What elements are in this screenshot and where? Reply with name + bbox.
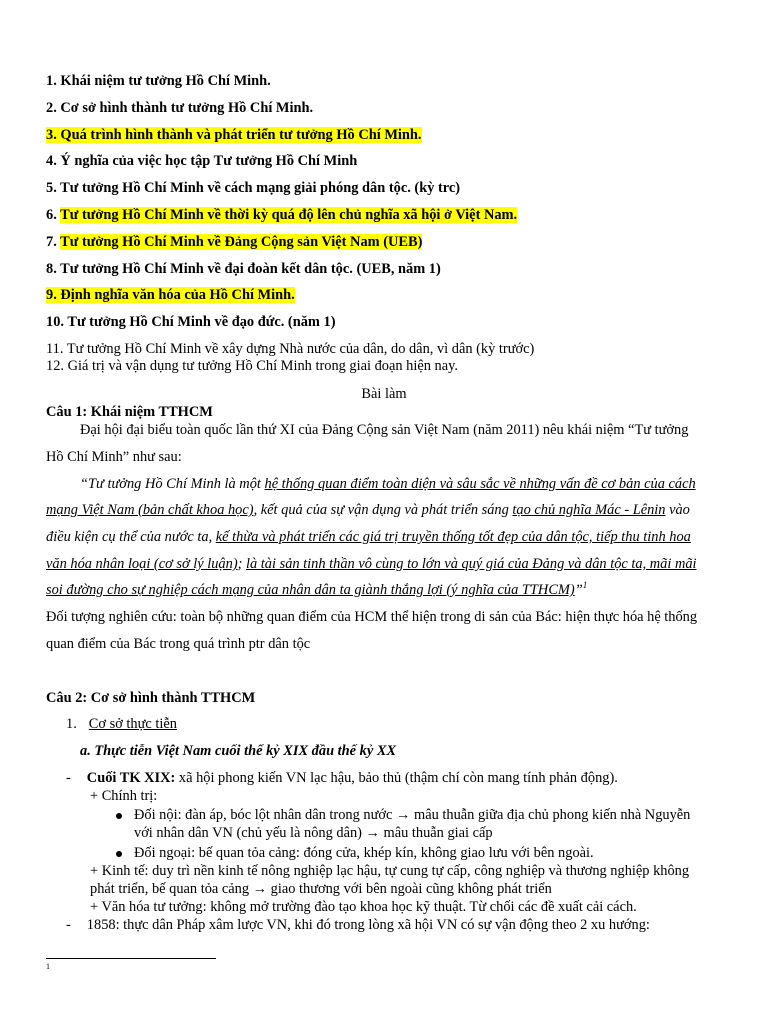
- list-item-4: [46, 153, 357, 170]
- list-text: Tư tưởng Hồ Chí Minh về đại đoàn kết dân tộc. (UEB, năm 1): [60, 261, 441, 277]
- list-number: 3.: [46, 127, 57, 143]
- quote-line-4: [46, 556, 697, 573]
- cau1-heading: Câu 1: Khái niệm TTHCM: [46, 404, 213, 420]
- list-number: 12.: [46, 358, 64, 374]
- list-text: Ý nghĩa của việc học tập Tư tưởng Hồ Chí Minh: [60, 153, 358, 169]
- quote-line-3: [46, 529, 691, 546]
- list-item-7: [46, 234, 422, 251]
- dash-item-cuoi-tk: [66, 770, 618, 787]
- list-text: Tư tưởng Hồ Chí Minh về xây dựng Nhà nước của dân, do dân, vì dân (kỳ trước): [66, 341, 535, 357]
- cau1-intro-line1: Đại hội đại biểu toàn quốc lần thứ XI của Đảng Cộng sản Việt Nam (năm 2011) nêu khái niệm “Tư tưởng: [80, 422, 689, 438]
- cau1-object-line2: quan điểm của Bác trong quá trình ptr dân tộc: [46, 636, 311, 652]
- quote-text: ;: [237, 556, 247, 572]
- quote-underlined: mạng Việt Nam (bản chất khoa học): [46, 502, 254, 518]
- list-text: Giá trị và vận dụng tư tưởng Hồ Chí Minh trong giai đoạn hiện nay.: [67, 358, 458, 374]
- item-text: xã hội phong kiến VN lạc hậu, bảo thủ (thậm chí còn mang tính phản động).: [175, 770, 618, 786]
- cau2-subsection-a: a. Thực tiễn Việt Nam cuối thế kỷ XIX đầu thế kỷ XX: [80, 743, 397, 759]
- list-item-1: [46, 73, 271, 90]
- quote-line-5: [46, 582, 587, 599]
- kinh-te-line1: + Kinh tế: duy trì nền kinh tế nông nghiệp lạc hậu, tự cung tự cấp, công nghiệp và thương nghiệp không: [90, 863, 690, 879]
- dash-marker: -: [66, 770, 71, 786]
- item-text: giao thương với bên ngoài cũng không phát triển: [267, 881, 552, 897]
- cau1-object-line1: Đối tượng nghiên cứu: toàn bộ những quan điểm của HCM thể hiện trong di sản của Bác: hiện thực hóa hệ thống: [46, 609, 698, 625]
- quote-text: vào: [665, 502, 690, 518]
- list-number: 11.: [46, 341, 64, 357]
- list-number: 6.: [46, 207, 57, 223]
- cau2-heading: Câu 2: Cơ sở hình thành TTHCM: [46, 690, 256, 706]
- footnote-separator: [46, 958, 216, 959]
- cau1-intro-line2: Hồ Chí Minh” như sau:: [46, 449, 182, 465]
- doi-noi-line1: [134, 807, 690, 824]
- list-item-3: [46, 127, 422, 144]
- quote-underlined: văn hóa nhân loại (cơ sở lý luận): [46, 556, 238, 572]
- list-text: Tư tưởng Hồ Chí Minh về thời kỳ quá độ lên chủ nghĩa xã hội ở Việt Nam.: [60, 207, 518, 223]
- quote-line-1: [80, 476, 696, 493]
- list-text: Tư tưởng Hồ Chí Minh về cách mạng giải phóng dân tộc. (kỳ trc): [60, 180, 461, 196]
- van-hoa-line: + Văn hóa tư tưởng: không mở trường đào tạo khoa học kỹ thuật. Từ chối các đề xuất cải cách.: [90, 899, 637, 915]
- quote-underlined: tạo chủ nghĩa Mác - Lênin: [512, 502, 666, 518]
- item-text: với nhân dân VN (chủ yếu là nông dân): [134, 825, 366, 841]
- quote-underlined: kế thừa và phát triển các giá trị truyền thống tốt đẹp của dân tộc, tiếp thu tinh hoa: [215, 529, 691, 545]
- highlight: [46, 127, 422, 143]
- arrow-icon: →: [396, 807, 411, 823]
- list-item-2: [46, 100, 313, 117]
- kinh-te-line2: [90, 881, 552, 898]
- item-text: Đối nội: đàn áp, bóc lột nhân dân trong nước: [134, 807, 393, 823]
- highlight: [46, 287, 295, 303]
- list-item-8: [46, 261, 441, 278]
- section-title: Bài làm: [361, 386, 407, 402]
- quote-underlined: soi đường cho sự nghiệp cách mạng của nhân dân ta giành thắng lợi (ý nghĩa của TTHCM): [46, 582, 575, 598]
- cau2-subsection-1: [66, 716, 177, 733]
- bullet-doi-noi: [116, 807, 122, 824]
- list-item-12: [46, 358, 458, 375]
- list-text: Tư tưởng Hồ Chí Minh về đạo đức. (năm 1): [67, 314, 336, 330]
- item-text: mâu thuẫn giai cấp: [379, 825, 493, 841]
- bullet-icon: [116, 851, 122, 857]
- list-text: Quá trình hình thành và phát triển tư tưởng Hồ Chí Minh.: [60, 127, 422, 143]
- list-number: 8.: [46, 261, 57, 277]
- list-item-6: [46, 207, 517, 224]
- quote-text: điều kiện cụ thể của nước ta,: [46, 529, 216, 545]
- list-text: Khái niệm tư tưởng Hồ Chí Minh.: [60, 73, 271, 89]
- item-text: mâu thuẫn giữa địa chủ phong kiến nhà Nguyễn: [410, 807, 691, 823]
- list-item-5: [46, 180, 460, 197]
- bullet-icon: [116, 813, 122, 819]
- list-item-9: [46, 287, 295, 304]
- list-text: Tư tưởng Hồ Chí Minh về Đảng Cộng sản Việt Nam (UEB): [60, 234, 423, 250]
- quote-line-2: [46, 502, 690, 519]
- list-number: 10.: [46, 314, 64, 330]
- bullet-doi-ngoai: [116, 845, 122, 862]
- item-text: phát triển, bế quan tỏa cảng: [90, 881, 253, 897]
- quote-text: , kết quả của sự vận dụng và phát triển sáng: [253, 502, 513, 518]
- list-number: 1.: [66, 716, 77, 732]
- item-text: 1858: thực dân Pháp xâm lược VN, khi đó trong lòng xã hội VN có sự vận động theo 2 xu hướng:: [86, 917, 650, 933]
- footnote-ref: 1: [582, 580, 588, 591]
- list-text: Cơ sở hình thành tư tưởng Hồ Chí Minh.: [60, 100, 314, 116]
- quote-underlined: hệ thống quan điểm toàn diện và sâu sắc về những vấn đề cơ bản của cách: [264, 476, 696, 492]
- list-text: Định nghĩa văn hóa của Hồ Chí Minh.: [60, 287, 295, 303]
- doi-ngoai-line: Đối ngoại: bế quan tỏa cảng: đóng cửa, khép kín, không giao lưu với bên ngoài.: [134, 845, 594, 861]
- footnote-number: 1: [46, 962, 50, 971]
- quote-text: ”: [574, 582, 583, 598]
- list-item-11: [46, 341, 534, 358]
- chinh-tri-label: + Chính trị:: [90, 788, 158, 804]
- list-number: 7.: [46, 234, 57, 250]
- list-number: 5.: [46, 180, 57, 196]
- arrow-icon: →: [252, 881, 268, 897]
- subsection-title: Cơ sở thực tiễn: [88, 716, 177, 732]
- quote-text: “Tư tưởng Hồ Chí Minh là một: [80, 476, 265, 492]
- dash-marker: -: [66, 917, 71, 933]
- bold-label: Cuối TK XIX:: [86, 770, 176, 786]
- list-item-10: [46, 314, 336, 331]
- dash-item-1858: [66, 917, 650, 934]
- list-number: 9.: [46, 287, 57, 303]
- quote-underlined: là tài sản tinh thần vô cùng to lớn và quý giá của Đảng và dân tộc ta, mãi mãi: [246, 556, 697, 572]
- list-number: 4.: [46, 153, 57, 169]
- arrow-icon: →: [365, 825, 380, 841]
- list-number: 2.: [46, 100, 57, 116]
- doi-noi-line2: [134, 825, 493, 842]
- list-number: 1.: [46, 73, 57, 89]
